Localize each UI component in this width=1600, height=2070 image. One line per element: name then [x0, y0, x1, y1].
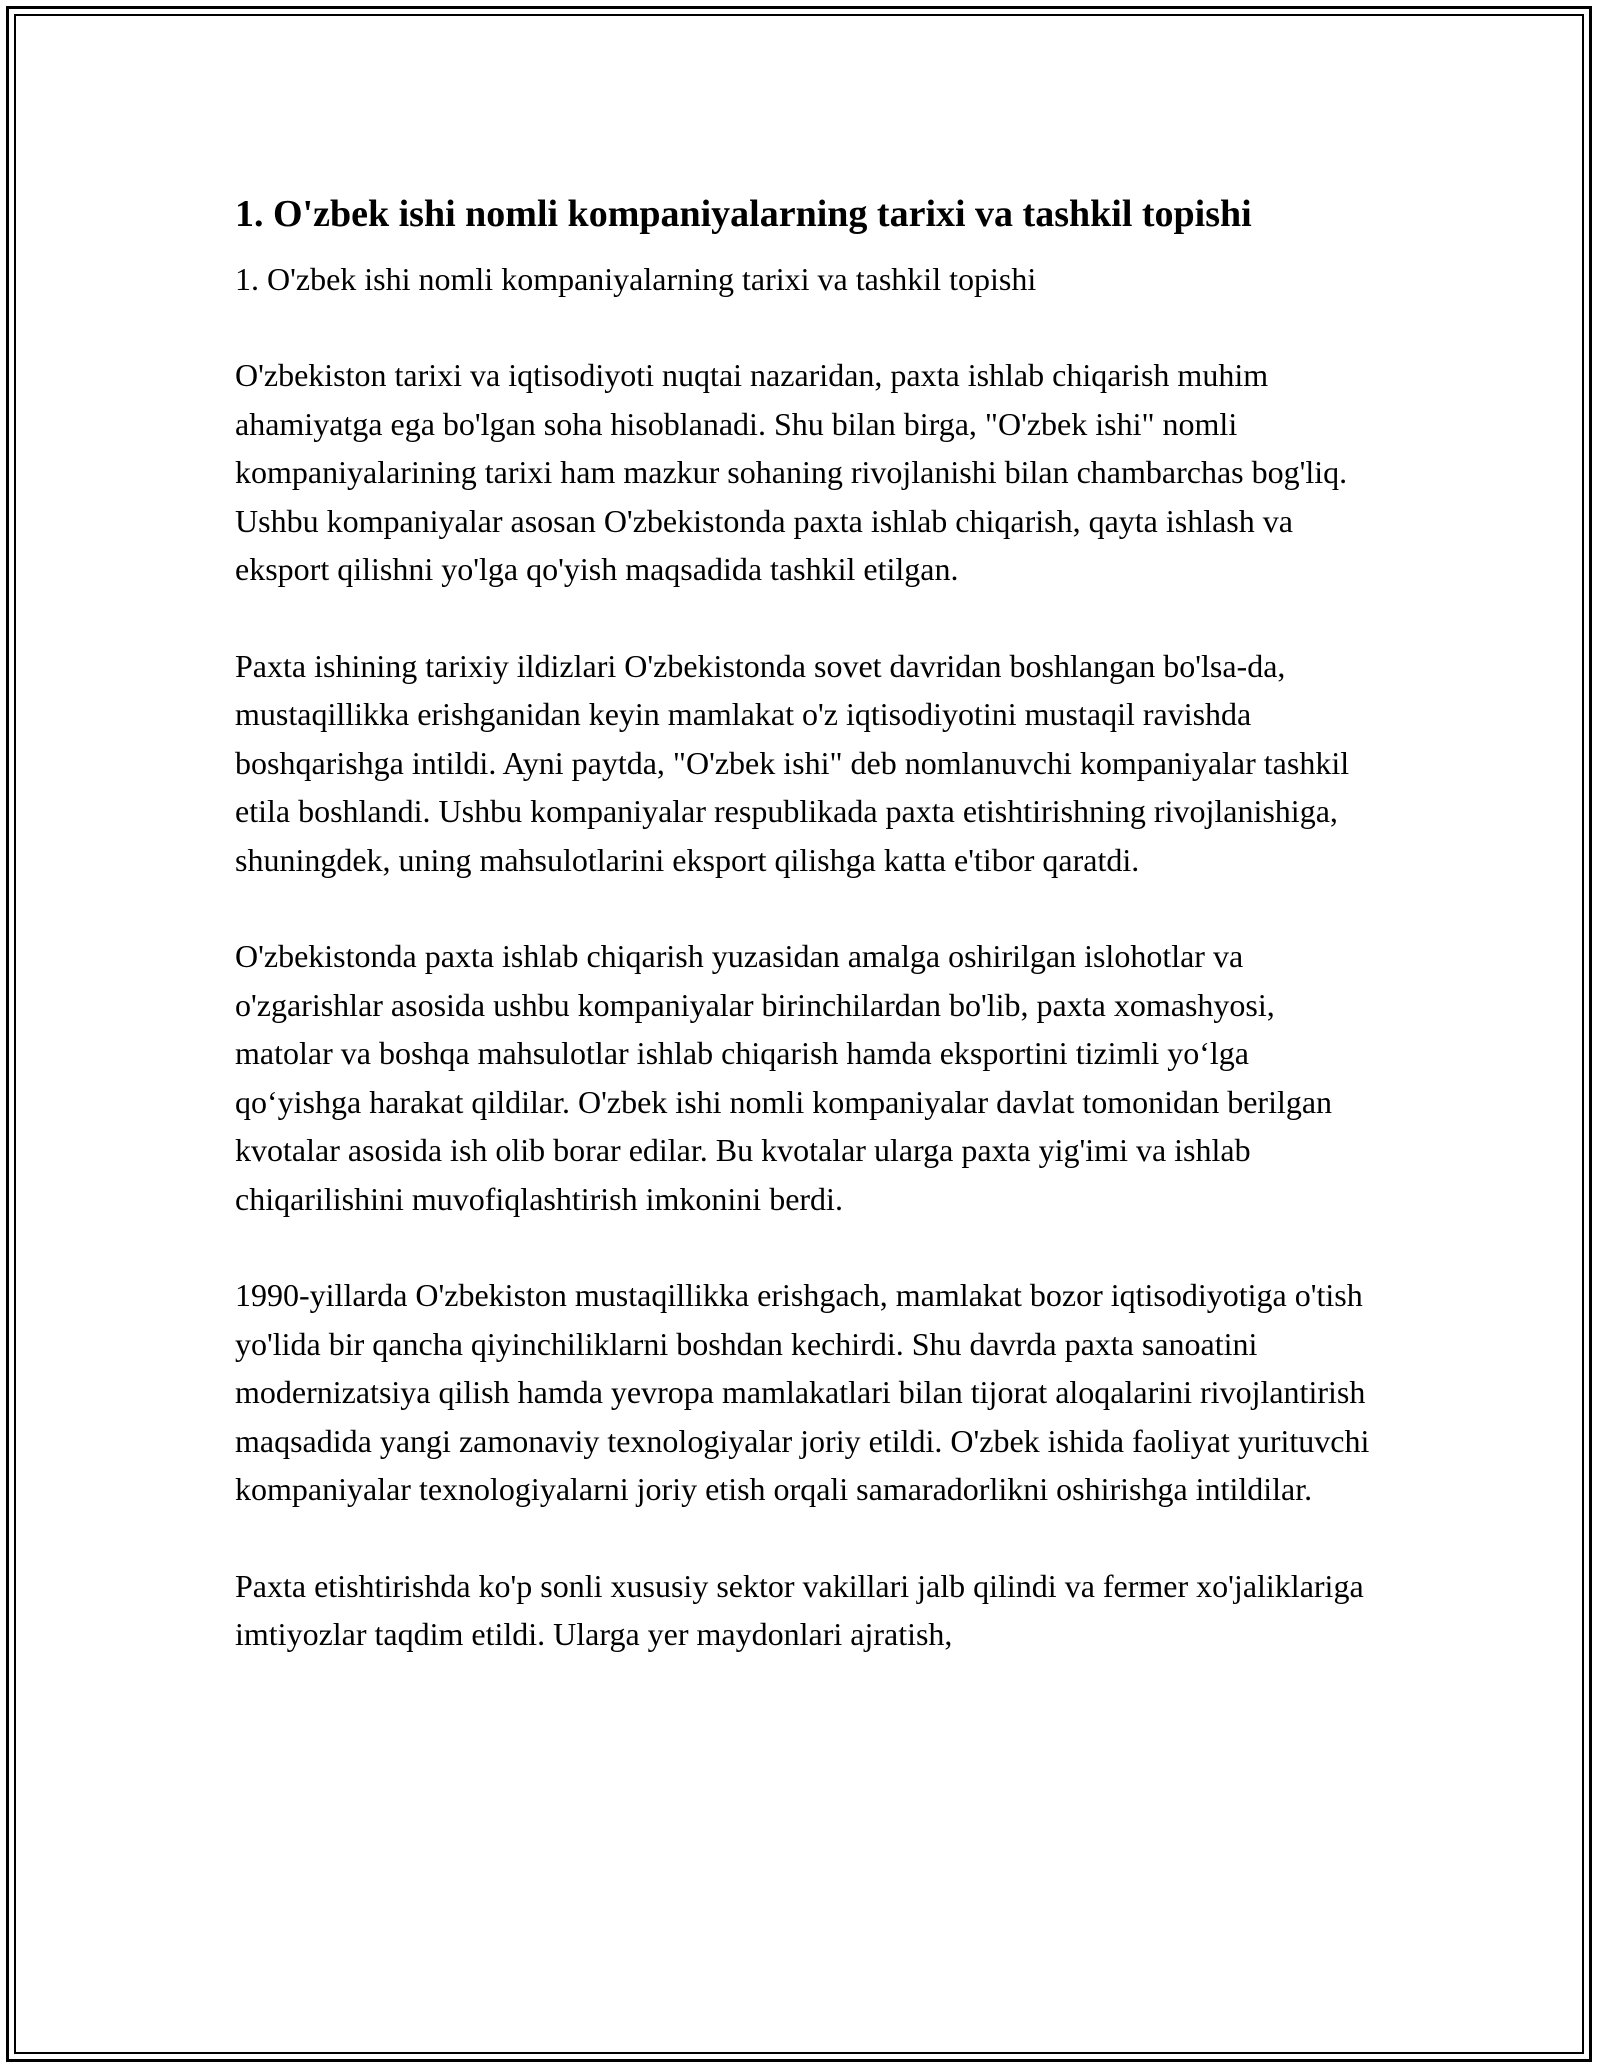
paragraph-2: Paxta ishining tarixiy ildizlari O'zbekistonda sovet davridan boshlangan bo'lsa-da, mustaqillikka erishganidan keyin mamlakat o'z iqtisodiyotini mustaqil ravishda boshqarishga intildi. Ayni paytda, "O'zbek ishi" deb nomlanuvchi kompaniyalar tashkil etila boshlandi. Ushbu kompaniyalar respublikada paxta etishtirishning rivojlanishiga, shuningdek, uning mahsulotlarini eksport qilishga katta e'tibor qaratdi.: [235, 647, 1350, 878]
document-body: [235, 186, 1375, 1659]
paragraph-3: O'zbekistonda paxta ishlab chiqarish yuzasidan amalga oshirilgan islohotlar va o'zgarishlar asosida ushbu kompaniyalar birinchilardan bo'lib, paxta xomashyosi, matolar va boshqa mahsulotlar ishlab chiqarish hamda eksportini tizimli yo‘lga qo‘yishga harakat qildilar. O'zbek ishi nomli kompaniyalar davlat tomonidan berilgan kvotalar asosida ish olib borar edilar. Bu kvotalar ularga paxta yig'imi va ishlab chiqarilishini muvofiqlashtirish imkonini berdi.: [235, 938, 1333, 1217]
paragraph-5: Paxta etishtirishda ko'p sonli xususiy sektor vakillari jalb qilindi va fermer xo'jaliklariga imtiyozlar taqdim etildi. Ularga yer maydonlari ajratish,: [235, 1567, 1364, 1652]
document-subtitle: 1. O'zbek ishi nomli kompaniyalarning tarixi va tashkil topishi: [235, 261, 1037, 297]
document-heading: 1. O'zbek ishi nomli kompaniyalarning tarixi va tashkil topishi: [235, 193, 1252, 235]
paragraph-1: O'zbekiston tarixi va iqtisodiyoti nuqtai nazaridan, paxta ishlab chiqarish muhim ahamiyatga ega bo'lgan soha hisoblanadi. Shu bilan birga, "O'zbek ishi" nomli kompaniyalarining tarixi ham mazkur sohaning rivojlanishi bilan chambarchas bog'liq. Ushbu kompaniyalar asosan O'zbekistonda paxta ishlab chiqarish, qayta ishlash va eksport qilishni yo'lga qo'yish maqsadida tashkil etilgan.: [235, 357, 1348, 587]
paragraph-4: 1990-yillarda O'zbekiston mustaqillikka erishgach, mamlakat bozor iqtisodiyotiga o'tish yo'lida bir qancha qiyinchiliklarni boshdan kechirdi. Shu davrda paxta sanoatini modernizatsiya qilish hamda yevropa mamlakatlari bilan tijorat aloqalarini rivojlantirish maqsadida yangi zamonaviy texnologiyalar joriy etildi. O'zbek ishida faoliyat yurituvchi kompaniyalar texnologiyalarni joriy etish orqali samaradorlikni oshirishga intildilar.: [235, 1277, 1370, 1507]
